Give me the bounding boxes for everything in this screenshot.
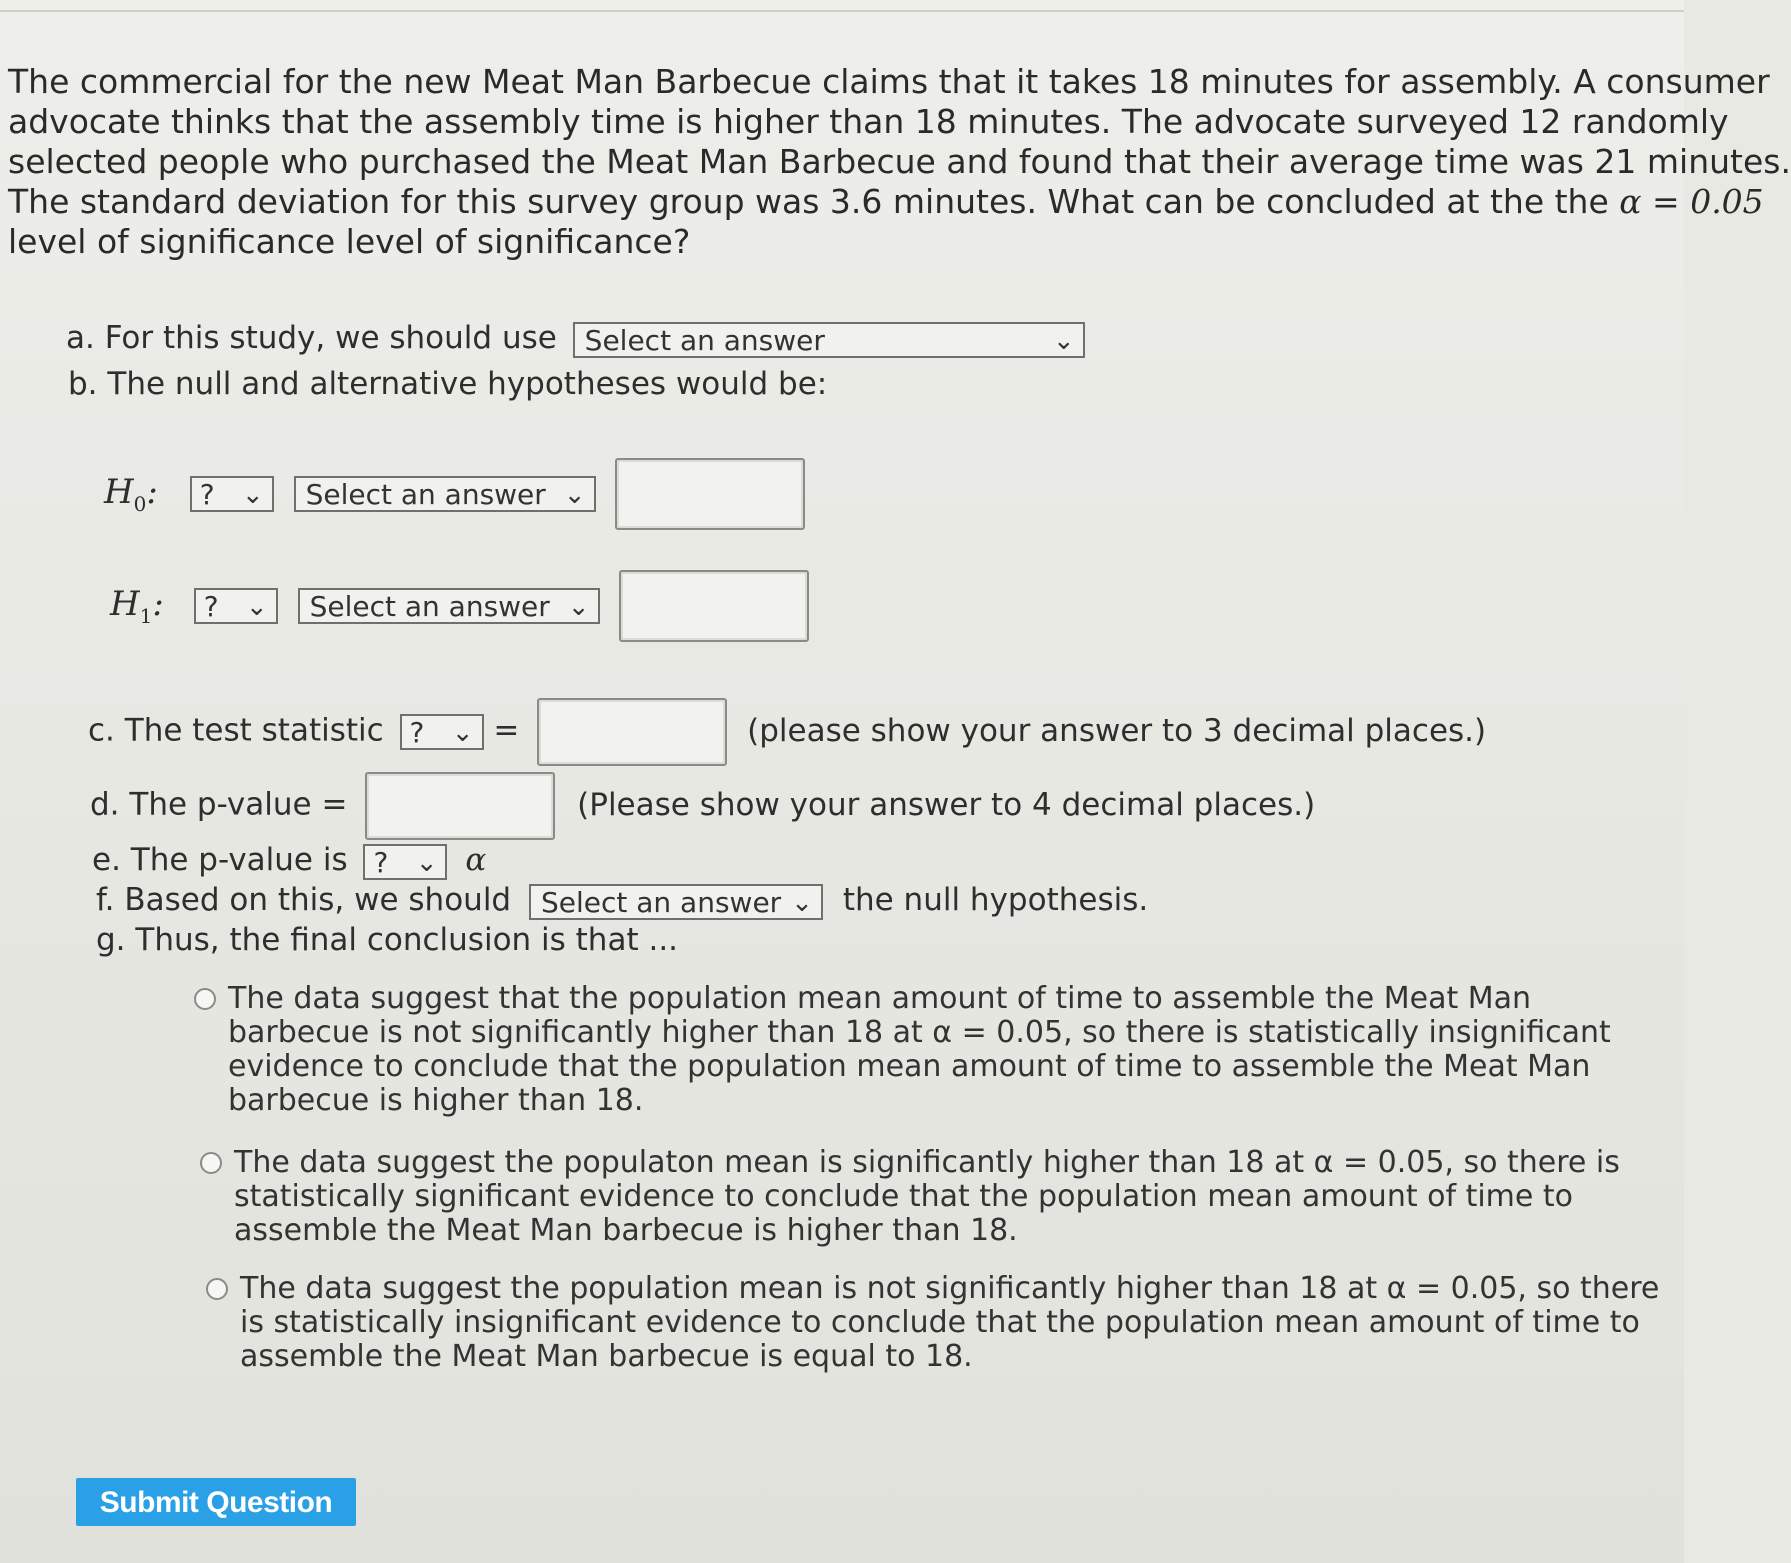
h0-value-input[interactable]	[615, 458, 805, 530]
top-divider	[0, 0, 1684, 12]
alpha-symbol: α	[465, 842, 487, 878]
p-value-comparison-select[interactable]	[363, 844, 447, 880]
part-f-row	[96, 882, 1148, 920]
h1-operator-value: ?	[203, 590, 219, 623]
part-a-label: a. For this study, we should use	[66, 320, 557, 356]
question-line-text: The standard deviation for this survey group was 3.6 minutes. What can be concluded at the the	[8, 182, 1609, 221]
chevron-down-icon: ⌄	[415, 847, 438, 878]
chevron-down-icon: ⌄	[791, 887, 813, 918]
part-d-row	[90, 772, 1315, 840]
h1-parameter-value: Select an answer	[309, 590, 550, 623]
chevron-down-icon: ⌄	[567, 592, 590, 622]
radio-button[interactable]	[194, 988, 216, 1010]
h0-parameter-select[interactable]	[294, 476, 596, 512]
part-d-label: d. The p-value =	[90, 786, 348, 823]
question-text	[8, 62, 1791, 262]
h1-parameter-select[interactable]	[298, 588, 600, 624]
test-statistic-select[interactable]	[400, 714, 484, 750]
part-g-label: g. Thus, the final conclusion is that ...	[96, 922, 679, 958]
h1-value-input[interactable]	[619, 570, 809, 642]
chevron-down-icon: ⌄	[1052, 325, 1075, 356]
chevron-down-icon: ⌄	[563, 480, 586, 510]
h1-row	[110, 570, 809, 642]
question-line: level of significance level of significance?	[8, 222, 691, 261]
conclusion-option-2-text: The data suggest the populaton mean is significantly higher than 18 at α = 0.05, so there is statistically significant evidence to conclude that the population mean amount of time to assemble the Meat Man barbecue is higher than 18.	[234, 1145, 1620, 1248]
decision-select[interactable]	[529, 884, 823, 920]
p-value-input[interactable]	[365, 772, 555, 840]
alpha-expression: α = 0.05	[1619, 182, 1764, 221]
h0-operator-value: ?	[199, 478, 215, 511]
question-line: selected people who purchased the Meat Man Barbecue and found that their average time was 21 minutes.	[8, 142, 1791, 181]
study-type-select[interactable]	[573, 322, 1085, 358]
test-statistic-select-value: ?	[409, 716, 425, 749]
h0-label: $H_0$:	[104, 471, 158, 516]
h0-row	[104, 458, 805, 530]
question-line: advocate thinks that the assembly time is higher than 18 minutes. The advocate surveyed 12 randomly	[8, 102, 1729, 141]
part-d-hint: (Please show your answer to 4 decimal places.)	[577, 786, 1316, 823]
conclusion-option-1-text: The data suggest that the population mean amount of time to assemble the Meat Man barbecue is not significantly higher than 18 at α = 0.05, so there is statistically insignificant evidence to conclude that the population mean amount of time to assemble the Meat Man barbecue is higher than 18.	[228, 981, 1611, 1118]
chevron-down-icon: ⌄	[451, 718, 474, 748]
h0-parameter-value: Select an answer	[305, 478, 546, 511]
h0-operator-select[interactable]	[190, 476, 274, 512]
question-line: The commercial for the new Meat Man Barbecue claims that it takes 18 minutes for assembly. A consumer	[8, 62, 1770, 101]
h1-label: $H_1$:	[110, 583, 164, 628]
part-c-label: c. The test statistic	[88, 712, 384, 749]
part-c-hint: (please show your answer to 3 decimal places.)	[747, 712, 1487, 749]
decision-select-value: Select an answer	[540, 885, 782, 919]
chevron-down-icon: ⌄	[241, 480, 264, 510]
part-e-label: e. The p-value is	[92, 842, 348, 878]
conclusion-option-3-text: The data suggest the population mean is not significantly higher than 18 at α = 0.05, so there is statistically insignificant evidence to conclude that the population mean amount of time to assemble the Meat Man barbecue is equal to 18.	[240, 1271, 1660, 1374]
study-type-select-value: Select an answer	[584, 323, 825, 357]
part-e-row	[92, 842, 486, 880]
equals-sign: =	[493, 712, 520, 749]
part-b-label: b. The null and alternative hypotheses would be:	[68, 366, 828, 402]
chevron-down-icon: ⌄	[245, 592, 268, 622]
radio-button[interactable]	[206, 1278, 228, 1300]
part-f-label: f. Based on this, we should	[96, 882, 512, 918]
part-c-row	[88, 698, 1486, 766]
radio-button[interactable]	[200, 1152, 222, 1174]
test-statistic-input[interactable]	[537, 698, 727, 766]
part-f-suffix: the null hypothesis.	[842, 882, 1149, 918]
h1-operator-select[interactable]	[194, 588, 278, 624]
part-a-row	[66, 320, 1085, 358]
submit-question-button[interactable]: Submit Question	[76, 1478, 356, 1526]
p-value-comparison-value: ?	[373, 845, 389, 879]
question-line	[8, 182, 1764, 222]
